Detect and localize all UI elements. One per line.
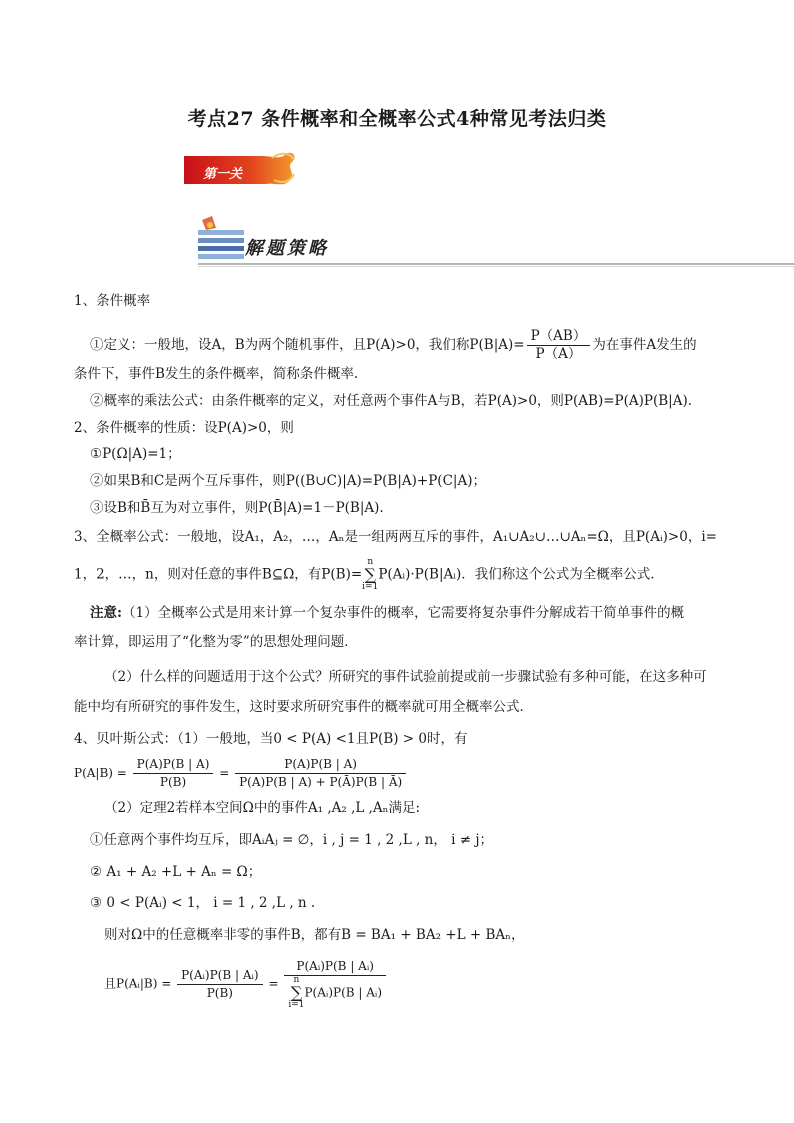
general-fraction-1 bbox=[177, 967, 263, 1002]
note-line-1 bbox=[90, 603, 684, 623]
bayes-fraction-2 bbox=[235, 756, 406, 791]
and-lhs: 且P(Aᵢ|B) = bbox=[104, 976, 172, 991]
s2-property-1: ①P(Ω|A)=1； bbox=[90, 446, 181, 462]
g1-den: P(B) bbox=[206, 985, 233, 1000]
bayes-general-formula bbox=[104, 958, 388, 1010]
s1-def-c: 条件下，事件B发生的条件概率，简称条件概率. bbox=[74, 366, 359, 382]
note-1a: （1）全概率公式是用来计算一个复杂事件的概率，它需要将复杂事件分解成若干简单事件的概 bbox=[121, 605, 685, 621]
sum-upper: n bbox=[367, 557, 374, 567]
g1-num: P(Aᵢ)P(B | Aᵢ) bbox=[177, 967, 263, 985]
g2-num: P(Aᵢ)P(B | Aᵢ) bbox=[284, 958, 386, 976]
g2-den: P(Aᵢ)P(B | Aᵢ) bbox=[304, 985, 383, 1000]
sigma-symbol: ∑ bbox=[364, 565, 376, 584]
s4-condition-2: ② A₁ + A₂ +L + Aₙ = Ω； bbox=[90, 864, 262, 880]
s4-condition-1: ①任意两个事件均互斥，即AᵢAⱼ = ∅，i , j = 1 , 2 ,L , n， i ≠ j； bbox=[90, 832, 494, 848]
s3-line-1: 3、全概率公式：一般地，设A₁，A₂，…，Aₙ是一组两两互斥的事件，A₁∪A₂∪…∪Aₙ=Ω，且P(Aᵢ)>0，i= bbox=[74, 529, 717, 545]
s3-line-2 bbox=[74, 558, 655, 592]
cond-prob-fraction bbox=[527, 328, 591, 363]
section-heading: 解题策略 bbox=[245, 238, 329, 259]
general-equals: = bbox=[268, 976, 279, 991]
summation bbox=[362, 558, 378, 592]
s3-line-2a: 1，2，…，n，则对任意的事件B⊆Ω，有P(B)= bbox=[74, 566, 363, 583]
frac-numerator: P（AB） bbox=[527, 328, 591, 346]
s1-def-a: ①定义：一般地，设A，B为两个随机事件，且P(A)>0，我们称P(B|A)= bbox=[90, 337, 525, 353]
note-1b: 率计算，即运用了“化整为零”的思想处理问题． bbox=[74, 634, 358, 650]
bayes-formula bbox=[74, 756, 408, 791]
sum-lower: i=1 bbox=[362, 582, 379, 592]
s3-line-2b: P(Aᵢ)·P(B|Aᵢ)．我们称这个公式为全概率公式. bbox=[378, 566, 655, 583]
s1-def-b: 为在事件A发生的 bbox=[592, 337, 697, 353]
g2-den-wrap bbox=[284, 976, 386, 1010]
bayes-f1-num: P(A)P(B | A) bbox=[133, 756, 214, 774]
bayes-f1-den: P(B) bbox=[159, 775, 187, 789]
frac-denominator: P（A） bbox=[535, 346, 582, 362]
level-banner-label: 第一关 bbox=[203, 167, 243, 182]
bayes-lhs: P(A|B) = bbox=[74, 766, 127, 780]
s2-property-2: ②如果B和C是两个互斥事件，则P((B∪C)|A)=P(B|A)+P(C|A)； bbox=[90, 473, 486, 489]
note-label: 注意: bbox=[90, 605, 122, 621]
general-sigma-symbol: ∑ bbox=[290, 983, 303, 1002]
s4-def2: （2）定理2若样本空间Ω中的事件A₁ ,A₂ ,L ,Aₙ满足: bbox=[104, 800, 421, 816]
bayes-f2-den: P(A)P(B | A) + P(Ā)P(B | Ā) bbox=[239, 775, 403, 789]
bayes-f2-num: P(A)P(B | A) bbox=[235, 756, 406, 774]
general-fraction-2 bbox=[284, 958, 386, 1010]
s4-condition-3: ③ 0 < P(Aᵢ) < 1， i = 1 , 2 ,L , n . bbox=[90, 895, 316, 911]
s4-heading: 4、贝叶斯公式：（1）一般地，当0 < P(A) <1且P(B) > 0时，有 bbox=[74, 731, 468, 747]
s2-heading: 2、条件概率的性质：设P(A)>0，则 bbox=[74, 420, 294, 436]
bayes-fraction-1 bbox=[133, 756, 214, 791]
g2-sum-upper: n bbox=[293, 975, 300, 985]
note-2a: （2）什么样的问题适用于这个公式？所研究的事件试验前提或前一步骤试验有多种可能，在这多种可 bbox=[104, 669, 707, 685]
page-title: 考点27 条件概率和全概率公式4种常见考法归类 bbox=[187, 108, 607, 130]
g2-sum-lower: i=1 bbox=[288, 1000, 305, 1010]
note-2b: 能中均有所研究的事件发生，这时要求所研究事件的概率就可用全概率公式． bbox=[74, 699, 533, 715]
general-summation bbox=[288, 976, 304, 1010]
s1-heading: 1、条件概率 bbox=[74, 293, 151, 309]
s4-then: 则对Ω中的任意概率非零的事件B，都有B = BA₁ + BA₂ +L + BAₙ， bbox=[104, 927, 525, 943]
s2-property-3: ③设B和B̄互为对立事件，则P(B̄|A)=1－P(B|A). bbox=[90, 500, 384, 516]
s1-multiplication: ②概率的乘法公式：由条件概率的定义，对任意两个事件A与B，若P(A)>0，则P(AB)=P(A)P(B|A). bbox=[90, 393, 693, 409]
s1-definition-line bbox=[90, 328, 697, 363]
bayes-equals: = bbox=[219, 766, 230, 780]
